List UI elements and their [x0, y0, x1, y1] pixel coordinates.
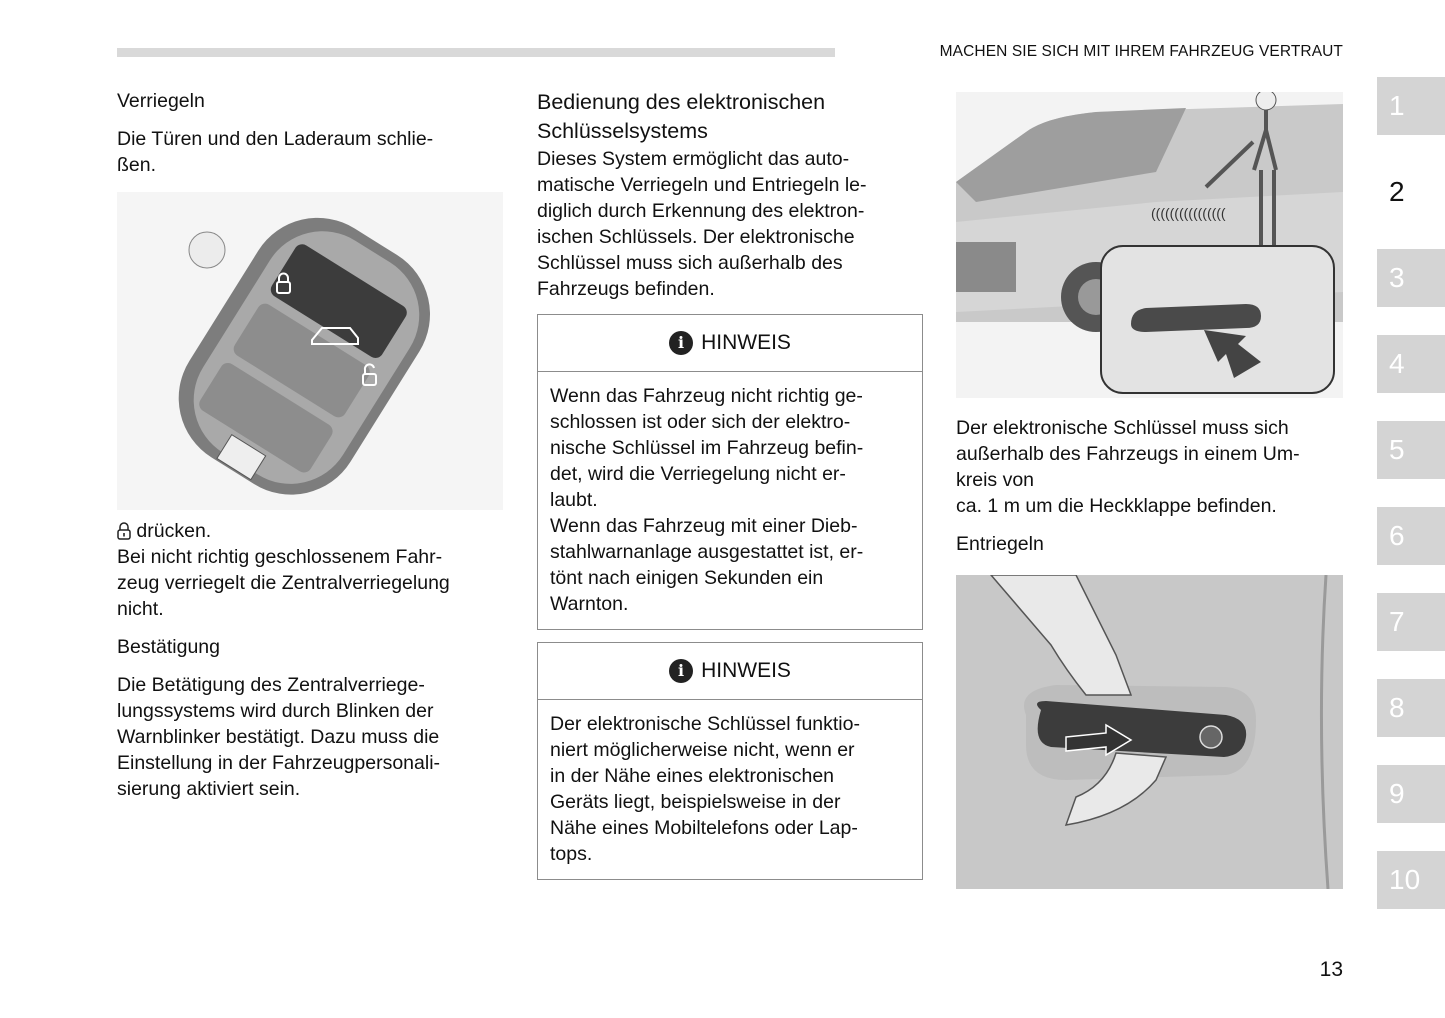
section-title-line-1: Bedienung des elektronischen: [537, 90, 826, 114]
note-line: laubt.: [550, 489, 598, 511]
range-line-2: außerhalb des Fahrzeugs in einem Um-: [956, 443, 1300, 465]
confirm-line-1: Die Betätigung des Zentralverriege-: [117, 674, 425, 696]
note-line: schlossen ist oder sich der elektro-: [550, 411, 851, 433]
svg-text:((((((((((((((((: ((((((((((((((((: [1151, 205, 1226, 221]
note-line: Wenn das Fahrzeug mit einer Dieb-: [550, 515, 858, 537]
chapter-tab-1[interactable]: 1: [1377, 77, 1445, 135]
header-rule: [117, 48, 835, 57]
chapter-tab-3[interactable]: 3: [1377, 249, 1445, 307]
info-icon: i: [669, 659, 693, 683]
chapter-tab-4[interactable]: 4: [1377, 335, 1445, 393]
range-line-1: Der elektronische Schlüssel muss sich: [956, 417, 1289, 439]
note-line: nische Schlüssel im Fahrzeug befin-: [550, 437, 864, 459]
chapter-tab-9[interactable]: 9: [1377, 765, 1445, 823]
info-icon: i: [669, 331, 693, 355]
confirm-line-2: lungssystems wird durch Blinken der: [117, 700, 434, 722]
note-line: Warnton.: [550, 593, 629, 615]
note-line: Nähe eines Mobiltelefons oder Lap-: [550, 817, 858, 839]
van-illustration: [956, 92, 1343, 398]
note-line: Wenn das Fahrzeug nicht richtig ge-: [550, 385, 863, 407]
confirm-line-3: Warnblinker bestätigt. Dazu muss die: [117, 726, 440, 748]
note-label: HINWEIS: [701, 659, 791, 682]
body-line-3: diglich durch Erkennung des elektron-: [537, 200, 865, 222]
warn-line-1: Bei nicht richtig geschlossenem Fahr-: [117, 546, 443, 568]
section-heading-unlock: Entriegeln: [956, 533, 1044, 555]
chapter-tab-2[interactable]: 2: [1377, 163, 1445, 221]
note-line: tönt nach einigen Sekunden ein: [550, 567, 824, 589]
column-right: [956, 415, 1344, 557]
warn-line-2: zeug verriegelt die Zentralverriegelung: [117, 572, 450, 594]
note-line: Geräts liegt, beispielsweise in der: [550, 791, 841, 813]
body-line-1: Dieses System ermöglicht das auto-: [537, 148, 850, 170]
note-line: niert möglicherweise nicht, wenn er: [550, 739, 855, 761]
body-line-4: ischen Schlüssels. Der elektronische: [537, 226, 855, 248]
chapter-title: MACHEN SIE SICH MIT IHREM FAHRZEUG VERTRAUT: [939, 43, 1343, 60]
note-line: tops.: [550, 843, 593, 865]
lock-icon: [117, 522, 131, 540]
section-heading-lock: Verriegeln: [117, 90, 205, 112]
body-line-2: matische Verriegeln und Entriegeln le-: [537, 174, 867, 196]
column-middle: [537, 88, 923, 880]
note-header: [538, 315, 922, 372]
confirm-line-5: sierung aktiviert sein.: [117, 778, 301, 800]
intro-line-2: ßen.: [117, 154, 157, 176]
chapter-tab-8[interactable]: 8: [1377, 679, 1445, 737]
confirm-line-4: Einstellung in der Fahrzeugpersonali-: [117, 752, 441, 774]
note-line: stahlwarnanlage ausgestattet ist, er-: [550, 541, 864, 563]
chapter-tab-5[interactable]: 5: [1377, 421, 1445, 479]
note-box-2: [537, 642, 923, 880]
body-line-6: Fahrzeugs befinden.: [537, 278, 715, 300]
press-label: drücken.: [136, 520, 212, 542]
press-instruction: [117, 518, 497, 544]
note-box-1: [537, 314, 923, 630]
section-heading-confirm: Bestätigung: [117, 636, 220, 658]
warn-line-3: nicht.: [117, 598, 164, 620]
chapter-tab-10[interactable]: 10: [1377, 851, 1445, 909]
section-title-line-2: Schlüsselsystems: [537, 119, 708, 143]
page-number: 13: [1319, 958, 1343, 981]
note-line: in der Nähe eines elektronischen: [550, 765, 835, 787]
body-line-5: Schlüssel muss sich außerhalb des: [537, 252, 843, 274]
intro-line-1: Die Türen und den Laderaum schlie-: [117, 128, 434, 150]
section-title: [537, 88, 923, 146]
note-line: det, wird die Verriegelung nicht er-: [550, 463, 846, 485]
door-handle-illustration: [956, 575, 1343, 889]
range-line-3: kreis von: [956, 469, 1035, 491]
key-fob-illustration: [117, 192, 503, 510]
chapter-tab-6[interactable]: 6: [1377, 507, 1445, 565]
note-line: Der elektronische Schlüssel funktio-: [550, 713, 860, 735]
note-body: [538, 700, 922, 879]
range-line-4: ca. 1 m um die Heckklappe befinden.: [956, 495, 1277, 517]
note-body: [538, 372, 922, 629]
note-label: HINWEIS: [701, 331, 791, 354]
note-header: [538, 643, 922, 700]
chapter-tab-7[interactable]: 7: [1377, 593, 1445, 651]
